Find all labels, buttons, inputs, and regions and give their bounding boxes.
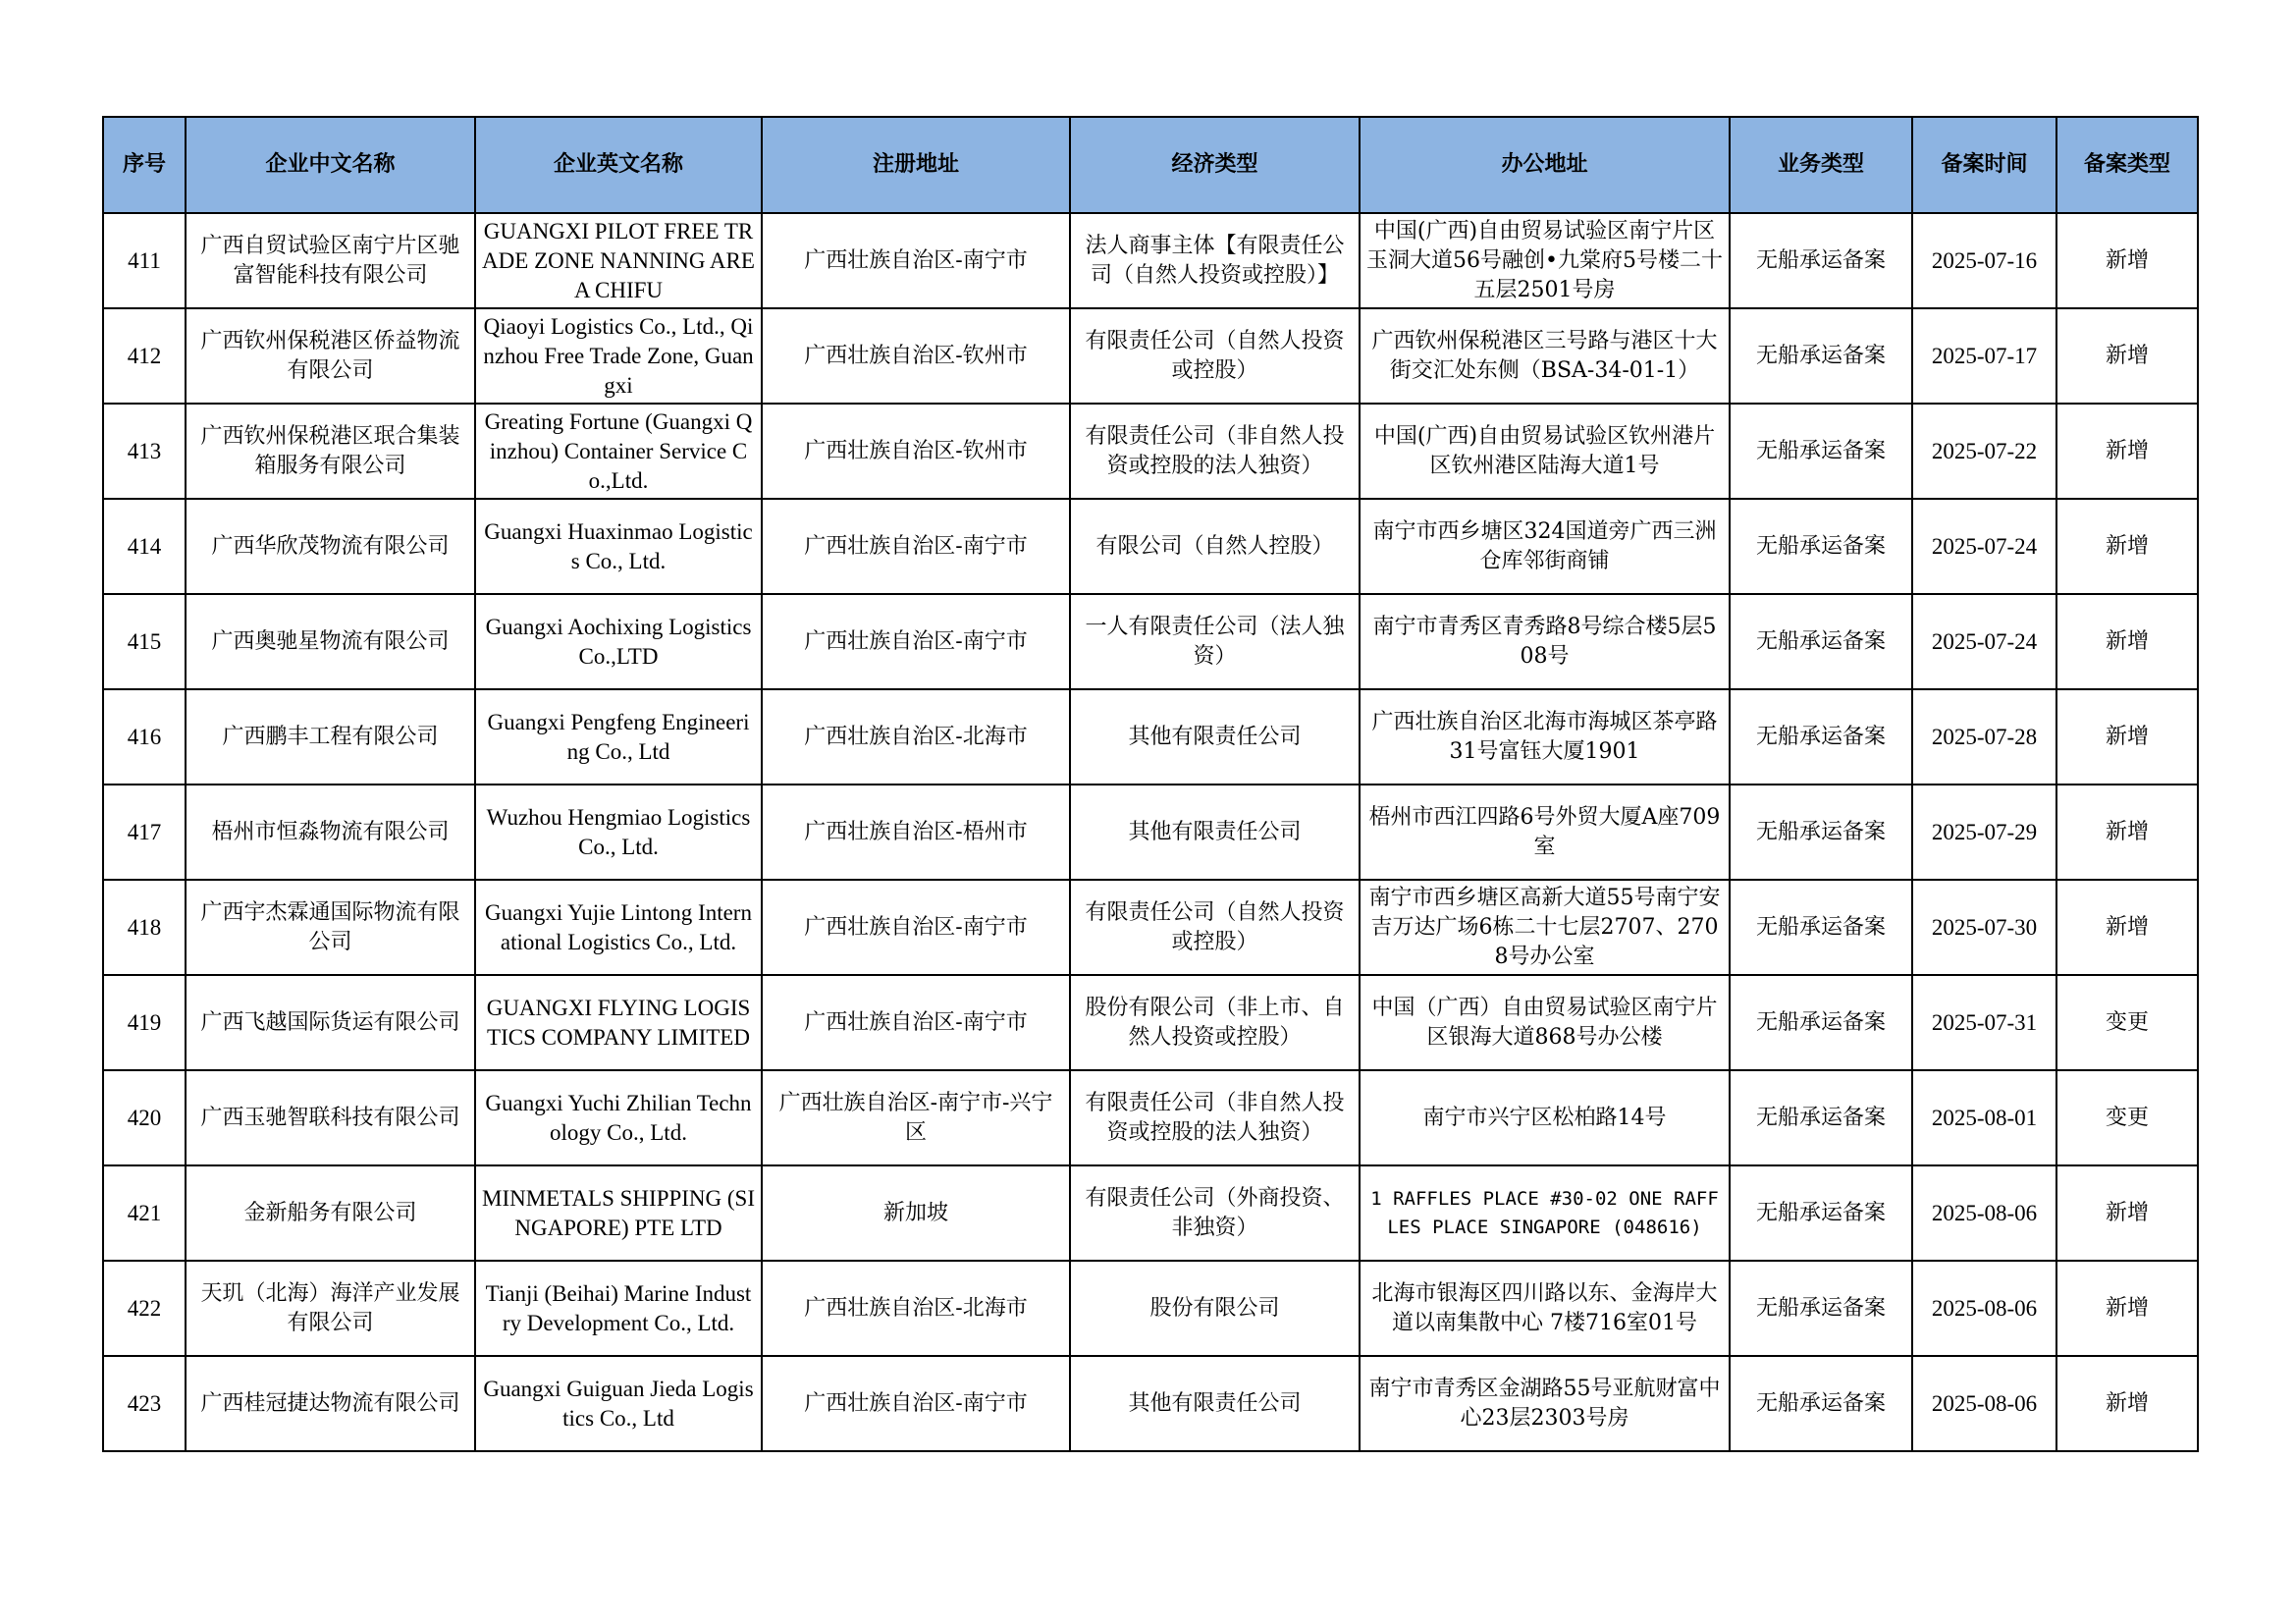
cell-index: 422 <box>103 1261 186 1356</box>
cell-business-type: 无船承运备案 <box>1730 1261 1912 1356</box>
cell-filing-date: 2025-07-16 <box>1912 213 2056 308</box>
cell-company-en: MINMETALS SHIPPING (SINGAPORE) PTE LTD <box>475 1165 762 1261</box>
cell-filing-date: 2025-08-06 <box>1912 1165 2056 1261</box>
cell-filing-type: 新增 <box>2056 785 2198 880</box>
cell-economic-type: 其他有限责任公司 <box>1070 689 1360 785</box>
cell-filing-type: 新增 <box>2056 499 2198 594</box>
cell-business-type: 无船承运备案 <box>1730 594 1912 689</box>
cell-office-address: 南宁市西乡塘区高新大道55号南宁安吉万达广场6栋二十七层2707、2708号办公室 <box>1360 880 1730 975</box>
cell-filing-date: 2025-07-17 <box>1912 308 2056 404</box>
cell-index: 420 <box>103 1070 186 1165</box>
cell-company-en: Guangxi Guiguan Jieda Logistics Co., Ltd <box>475 1356 762 1451</box>
cell-company-en: Guangxi Huaxinmao Logistics Co., Ltd. <box>475 499 762 594</box>
cell-index: 423 <box>103 1356 186 1451</box>
cell-company-cn: 金新船务有限公司 <box>186 1165 475 1261</box>
cell-filing-type: 新增 <box>2056 308 2198 404</box>
cell-business-type: 无船承运备案 <box>1730 785 1912 880</box>
cell-company-cn: 广西桂冠捷达物流有限公司 <box>186 1356 475 1451</box>
cell-economic-type: 一人有限责任公司（法人独资） <box>1070 594 1360 689</box>
cell-business-type: 无船承运备案 <box>1730 975 1912 1070</box>
cell-office-address: 南宁市西乡塘区324国道旁广西三洲仓库邻街商铺 <box>1360 499 1730 594</box>
cell-company-cn: 天玑（北海）海洋产业发展有限公司 <box>186 1261 475 1356</box>
cell-business-type: 无船承运备案 <box>1730 1070 1912 1165</box>
header-index: 序号 <box>103 117 186 213</box>
cell-filing-date: 2025-07-24 <box>1912 594 2056 689</box>
cell-office-address: 南宁市兴宁区松柏路14号 <box>1360 1070 1730 1165</box>
registration-table <box>102 116 2199 1452</box>
cell-company-en: Guangxi Aochixing Logistics Co.,LTD <box>475 594 762 689</box>
cell-business-type: 无船承运备案 <box>1730 404 1912 499</box>
cell-index: 418 <box>103 880 186 975</box>
table-row <box>103 1356 2198 1451</box>
cell-filing-date: 2025-07-28 <box>1912 689 2056 785</box>
cell-registered-address: 广西壮族自治区-南宁市-兴宁区 <box>762 1070 1070 1165</box>
cell-filing-date: 2025-07-24 <box>1912 499 2056 594</box>
cell-filing-date: 2025-07-30 <box>1912 880 2056 975</box>
cell-company-cn: 广西钦州保税港区珉合集装箱服务有限公司 <box>186 404 475 499</box>
cell-company-cn: 广西鹏丰工程有限公司 <box>186 689 475 785</box>
cell-economic-type: 股份有限公司（非上市、自然人投资或控股） <box>1070 975 1360 1070</box>
cell-business-type: 无船承运备案 <box>1730 213 1912 308</box>
cell-office-address: 中国(广西)自由贸易试验区钦州港片区钦州港区陆海大道1号 <box>1360 404 1730 499</box>
cell-office-address: 广西钦州保税港区三号路与港区十大街交汇处东侧（BSA-34-01-1） <box>1360 308 1730 404</box>
cell-registered-address: 广西壮族自治区-南宁市 <box>762 499 1070 594</box>
cell-index: 417 <box>103 785 186 880</box>
cell-company-en: GUANGXI PILOT FREE TRADE ZONE NANNING AREA CHIFU <box>475 213 762 308</box>
cell-filing-date: 2025-08-06 <box>1912 1261 2056 1356</box>
cell-office-address: 1 RAFFLES PLACE #30-02 ONE RAFFLES PLACE SINGAPORE (048616) <box>1360 1165 1730 1261</box>
cell-company-cn: 广西自贸试验区南宁片区驰富智能科技有限公司 <box>186 213 475 308</box>
cell-index: 414 <box>103 499 186 594</box>
cell-registered-address: 广西壮族自治区-钦州市 <box>762 308 1070 404</box>
cell-index: 411 <box>103 213 186 308</box>
cell-company-en: Wuzhou Hengmiao Logistics Co., Ltd. <box>475 785 762 880</box>
header-economic-type: 经济类型 <box>1070 117 1360 213</box>
cell-office-address: 南宁市青秀区青秀路8号综合楼5层508号 <box>1360 594 1730 689</box>
cell-filing-type: 新增 <box>2056 404 2198 499</box>
cell-company-cn: 广西华欣茂物流有限公司 <box>186 499 475 594</box>
cell-company-en: Greating Fortune (Guangxi Qinzhou) Container Service Co.,Ltd. <box>475 404 762 499</box>
cell-registered-address: 广西壮族自治区-南宁市 <box>762 594 1070 689</box>
cell-business-type: 无船承运备案 <box>1730 499 1912 594</box>
cell-economic-type: 有限责任公司（非自然人投资或控股的法人独资） <box>1070 1070 1360 1165</box>
cell-filing-type: 新增 <box>2056 689 2198 785</box>
cell-company-cn: 广西玉驰智联科技有限公司 <box>186 1070 475 1165</box>
cell-filing-type: 新增 <box>2056 1356 2198 1451</box>
cell-office-address: 北海市银海区四川路以东、金海岸大道以南集散中心 7楼716室01号 <box>1360 1261 1730 1356</box>
cell-economic-type: 法人商事主体【有限责任公司（自然人投资或控股）】 <box>1070 213 1360 308</box>
table-header <box>103 117 2198 213</box>
cell-filing-type: 新增 <box>2056 594 2198 689</box>
cell-business-type: 无船承运备案 <box>1730 1165 1912 1261</box>
cell-business-type: 无船承运备案 <box>1730 308 1912 404</box>
header-business-type: 业务类型 <box>1730 117 1912 213</box>
cell-registered-address: 广西壮族自治区-北海市 <box>762 689 1070 785</box>
cell-economic-type: 有限责任公司（自然人投资或控股） <box>1070 308 1360 404</box>
cell-registered-address: 广西壮族自治区-钦州市 <box>762 404 1070 499</box>
cell-index: 415 <box>103 594 186 689</box>
cell-office-address: 中国（广西）自由贸易试验区南宁片区银海大道868号办公楼 <box>1360 975 1730 1070</box>
cell-filing-date: 2025-07-29 <box>1912 785 2056 880</box>
cell-company-cn: 广西飞越国际货运有限公司 <box>186 975 475 1070</box>
table-row <box>103 1070 2198 1165</box>
table-body <box>103 213 2198 1451</box>
cell-economic-type: 有限责任公司（非自然人投资或控股的法人独资） <box>1070 404 1360 499</box>
cell-business-type: 无船承运备案 <box>1730 880 1912 975</box>
cell-index: 412 <box>103 308 186 404</box>
header-company-en: 企业英文名称 <box>475 117 762 213</box>
cell-filing-date: 2025-07-22 <box>1912 404 2056 499</box>
cell-filing-type: 新增 <box>2056 1261 2198 1356</box>
cell-office-address: 中国(广西)自由贸易试验区南宁片区玉洞大道56号融创•九棠府5号楼二十五层2501号房 <box>1360 213 1730 308</box>
cell-registered-address: 广西壮族自治区-南宁市 <box>762 1356 1070 1451</box>
cell-company-cn: 广西钦州保税港区侨益物流有限公司 <box>186 308 475 404</box>
cell-filing-type: 新增 <box>2056 880 2198 975</box>
table-row <box>103 975 2198 1070</box>
cell-registered-address: 广西壮族自治区-南宁市 <box>762 880 1070 975</box>
table-row <box>103 404 2198 499</box>
header-filing-date: 备案时间 <box>1912 117 2056 213</box>
cell-company-cn: 梧州市恒淼物流有限公司 <box>186 785 475 880</box>
registration-table-wrapper <box>102 116 2199 1452</box>
table-row <box>103 594 2198 689</box>
cell-business-type: 无船承运备案 <box>1730 689 1912 785</box>
cell-economic-type: 其他有限责任公司 <box>1070 785 1360 880</box>
header-office-address: 办公地址 <box>1360 117 1730 213</box>
table-row <box>103 1165 2198 1261</box>
table-row <box>103 213 2198 308</box>
cell-registered-address: 广西壮族自治区-南宁市 <box>762 213 1070 308</box>
cell-filing-type: 变更 <box>2056 1070 2198 1165</box>
cell-filing-date: 2025-08-06 <box>1912 1356 2056 1451</box>
cell-filing-date: 2025-07-31 <box>1912 975 2056 1070</box>
cell-company-en: Tianji (Beihai) Marine Industry Development Co., Ltd. <box>475 1261 762 1356</box>
cell-registered-address: 广西壮族自治区-北海市 <box>762 1261 1070 1356</box>
cell-economic-type: 股份有限公司 <box>1070 1261 1360 1356</box>
cell-business-type: 无船承运备案 <box>1730 1356 1912 1451</box>
cell-office-address: 广西壮族自治区北海市海城区茶亭路31号富钰大厦1901 <box>1360 689 1730 785</box>
cell-registered-address: 新加坡 <box>762 1165 1070 1261</box>
cell-filing-type: 新增 <box>2056 1165 2198 1261</box>
cell-company-cn: 广西宇杰霖通国际物流有限公司 <box>186 880 475 975</box>
cell-economic-type: 其他有限责任公司 <box>1070 1356 1360 1451</box>
cell-filing-date: 2025-08-01 <box>1912 1070 2056 1165</box>
cell-company-en: Qiaoyi Logistics Co., Ltd., Qinzhou Free Trade Zone, Guangxi <box>475 308 762 404</box>
header-row <box>103 117 2198 213</box>
cell-company-en: Guangxi Yujie Lintong International Logistics Co., Ltd. <box>475 880 762 975</box>
header-filing-type: 备案类型 <box>2056 117 2198 213</box>
cell-economic-type: 有限责任公司（外商投资、非独资） <box>1070 1165 1360 1261</box>
cell-index: 416 <box>103 689 186 785</box>
cell-filing-type: 变更 <box>2056 975 2198 1070</box>
cell-office-address: 南宁市青秀区金湖路55号亚航财富中心23层2303号房 <box>1360 1356 1730 1451</box>
cell-registered-address: 广西壮族自治区-南宁市 <box>762 975 1070 1070</box>
cell-company-en: Guangxi Pengfeng Engineering Co., Ltd <box>475 689 762 785</box>
cell-index: 419 <box>103 975 186 1070</box>
cell-company-en: GUANGXI FLYING LOGISTICS COMPANY LIMITED <box>475 975 762 1070</box>
header-company-cn: 企业中文名称 <box>186 117 475 213</box>
table-row <box>103 1261 2198 1356</box>
cell-index: 421 <box>103 1165 186 1261</box>
table-row <box>103 308 2198 404</box>
cell-index: 413 <box>103 404 186 499</box>
table-row <box>103 785 2198 880</box>
table-row <box>103 880 2198 975</box>
cell-company-cn: 广西奥驰星物流有限公司 <box>186 594 475 689</box>
table-row <box>103 499 2198 594</box>
cell-company-en: Guangxi Yuchi Zhilian Technology Co., Ltd. <box>475 1070 762 1165</box>
header-registered-address: 注册地址 <box>762 117 1070 213</box>
cell-office-address: 梧州市西江四路6号外贸大厦A座709室 <box>1360 785 1730 880</box>
cell-economic-type: 有限责任公司（自然人投资或控股） <box>1070 880 1360 975</box>
cell-filing-type: 新增 <box>2056 213 2198 308</box>
cell-economic-type: 有限公司（自然人控股） <box>1070 499 1360 594</box>
cell-registered-address: 广西壮族自治区-梧州市 <box>762 785 1070 880</box>
table-row <box>103 689 2198 785</box>
